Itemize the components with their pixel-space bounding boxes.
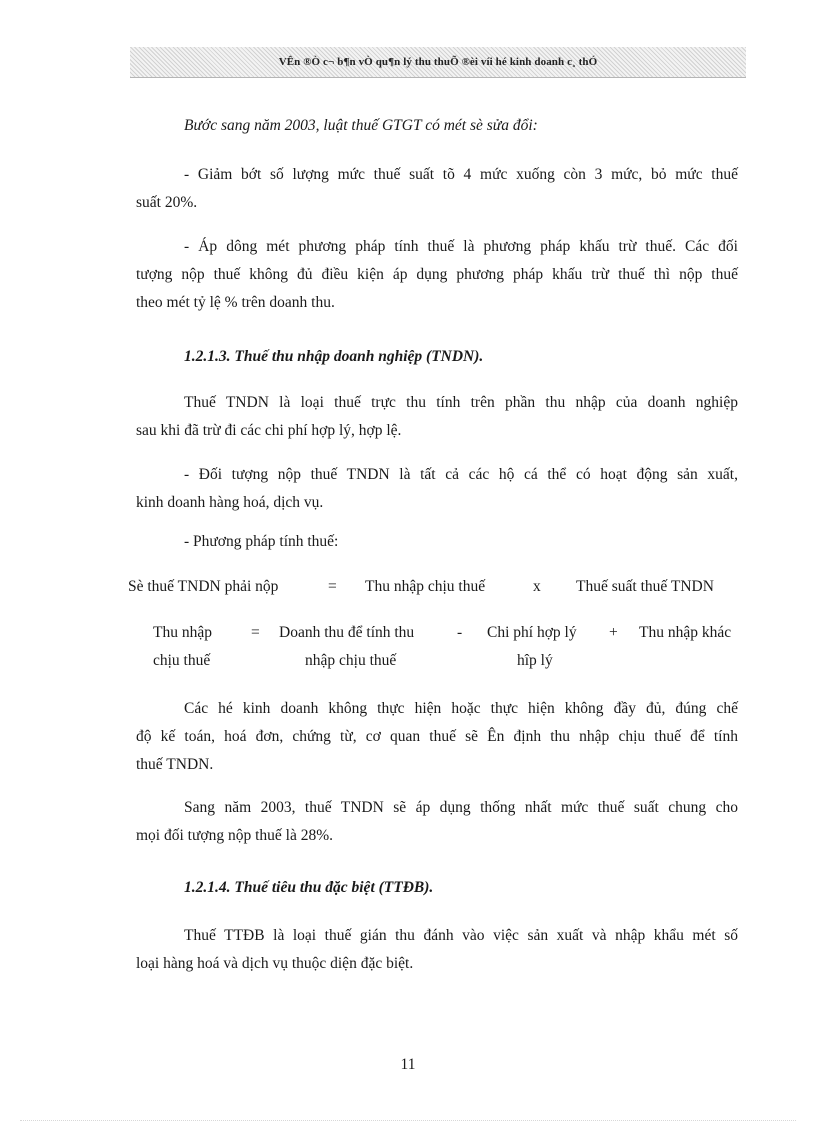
- running-header: [130, 47, 746, 78]
- paragraph-line: loại hàng hoá và dịch vụ thuộc diện đặc biệt.: [136, 955, 414, 972]
- formula-equals: =: [251, 624, 260, 641]
- formula-term: Chi phí hợp lý: [487, 624, 577, 641]
- paragraph-line: Các hé kinh doanh không thực hiện hoặc thực hiện không đầy đủ, đúng chế: [184, 700, 738, 717]
- formula-term: nhập chịu thuế: [305, 652, 397, 669]
- paragraph-ttdb-definition: [136, 922, 738, 978]
- paragraph-line: - Áp dông mét phương pháp tính thuế là phương pháp khấu trừ thuế. Các đối: [184, 238, 738, 255]
- paragraph-line: suất 20%.: [136, 194, 198, 211]
- formula-term: Thu nhập chịu thuế: [365, 578, 486, 595]
- paragraph-line: Thuế TTĐB là loại thuế gián thu đánh vào việc sản xuất và nhập khẩu mét số: [184, 927, 738, 944]
- paragraph-line: Sang năm 2003, thuế TNDN sẽ áp dụng thống nhất mức thuế suất chung cho: [184, 799, 738, 816]
- paragraph-vat-method: [136, 233, 738, 317]
- paragraph-tndn-definition: [136, 389, 738, 445]
- paragraph-line: thuế TNDN.: [136, 756, 214, 773]
- paragraph-tndn-subjects: [136, 461, 738, 517]
- formula-term: hîp lý: [517, 652, 553, 669]
- paragraph-tndn-2003: [136, 794, 738, 850]
- formula-term: Thu nhập khác: [639, 624, 732, 641]
- intro-line: Bước sang năm 2003, luật thuế GTGT có mét sè sửa đổi:: [184, 117, 538, 134]
- bottom-rule: [20, 1120, 796, 1121]
- paragraph-line: theo mét tỷ lệ % trên doanh thu.: [136, 294, 335, 311]
- paragraph-assessed-income: [136, 695, 738, 779]
- section-heading-tndn: 1.2.1.3. Thuế thu nhập doanh nghiệp (TNDN).: [184, 348, 484, 365]
- running-header-title: VÊn ®Ò c¬ b¶n vÒ qu¶n lý thu thuÕ ®èi víi hé kinh doanh c¸ thÓ: [278, 56, 598, 68]
- formula-lhs: Sè thuế TNDN phải nộp: [128, 578, 279, 595]
- paragraph-line: kinh doanh hàng hoá, dịch vụ.: [136, 494, 324, 511]
- formula-term: Thuế suất thuế TNDN: [576, 578, 714, 595]
- paragraph-line: sau khi đã trừ đi các chi phí hợp lý, hợp lệ.: [136, 422, 402, 439]
- paragraph-vat-rates: [136, 161, 738, 217]
- formula-plus: +: [609, 624, 618, 641]
- page-number: 11: [400, 1056, 416, 1073]
- section-heading-ttdb: 1.2.1.4. Thuế tiêu thu đặc biệt (TTĐB).: [184, 879, 434, 896]
- formula-minus: -: [457, 624, 463, 641]
- paragraph-line: độ kế toán, hoá đơn, chứng từ, cơ quan thuế sẽ Ên định thu nhập chịu thuế để tính: [136, 728, 738, 745]
- method-line: - Phương pháp tính thuế:: [184, 533, 339, 550]
- formula-lhs: Thu nhập: [153, 624, 212, 641]
- paragraph-line: - Giảm bớt số lượng mức thuế suất tõ 4 mức xuống còn 3 mức, bỏ mức thuế: [184, 166, 738, 183]
- paragraph-line: Thuế TNDN là loại thuế trực thu tính trên phần thu nhập của doanh nghiệp: [184, 394, 738, 411]
- paragraph-line: tượng nộp thuế không đủ điều kiện áp dụng phương pháp khấu trừ thuế thì nộp thuế: [136, 266, 738, 283]
- formula-lhs: chịu thuế: [153, 652, 211, 669]
- formula-equals: =: [328, 578, 337, 595]
- paragraph-line: mọi đối tượng nộp thuế là 28%.: [136, 827, 333, 844]
- formula-times: x: [533, 578, 541, 595]
- paragraph-line: - Đối tượng nộp thuế TNDN là tất cả các hộ cá thể có hoạt động sản xuất,: [184, 466, 738, 483]
- formula-term: Doanh thu để tính thu: [279, 624, 415, 641]
